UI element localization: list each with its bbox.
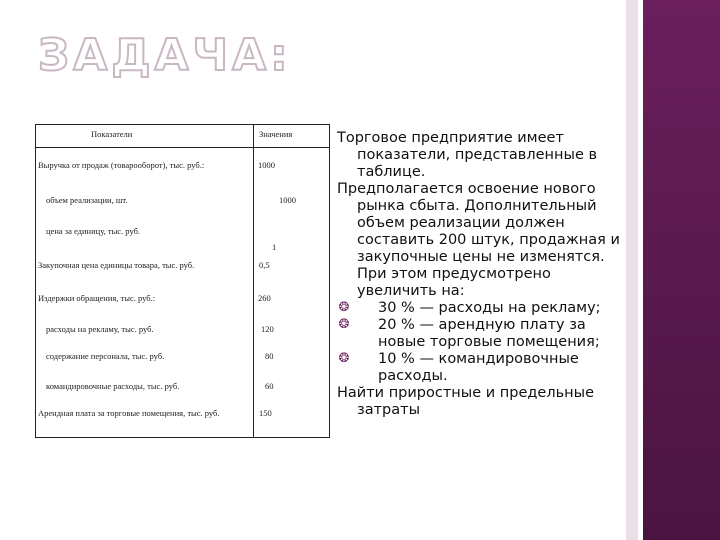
table-header-value: Значения: [259, 129, 293, 139]
staff-costs-label: содержание персонала, тыс. руб.: [46, 351, 165, 361]
bullet-text-travel: 10 % — командировочные расходы.: [378, 351, 579, 384]
purchase-price-value: 0,5: [259, 260, 270, 270]
problem-paragraph-3: Найти приростные и предельные затраты: [337, 385, 594, 418]
sales-volume-label: объем реализации, шт.: [46, 195, 128, 205]
bullet-text-ads: 30 % — расходы на рекламу;: [378, 300, 601, 316]
circulation-costs-value: 260: [258, 293, 271, 303]
table-column-divider: [253, 125, 254, 437]
table-header-divider: [36, 147, 329, 148]
purchase-price-label: Закупочная цена единицы товара, тыс. руб.: [38, 260, 195, 270]
problem-paragraph-1: Торговое предприятие имеет показатели, представленные в таблице.: [337, 130, 598, 180]
travel-costs-label: командировочные расходы, тыс. руб.: [46, 381, 180, 391]
revenue-label: Выручка от продаж (товарооборот), тыс. руб.:: [38, 160, 205, 170]
problem-text: [337, 130, 627, 419]
sun-bullet-icon: ❂: [338, 351, 350, 366]
table-header-indicator: Показатели: [91, 129, 133, 139]
bullet-item-ads: [337, 300, 627, 317]
sidebar-divider: [626, 0, 638, 540]
circulation-costs-label: Издержки обращения, тыс. руб.:: [38, 293, 156, 303]
rent-value: 150: [259, 408, 272, 418]
slide-title: ЗАДАЧА:: [38, 30, 292, 81]
sales-volume-value: 1000: [279, 195, 296, 205]
travel-costs-value: 60: [265, 381, 274, 391]
bullet-item-rent: [337, 317, 627, 351]
unit-price-value: 1: [272, 242, 277, 252]
ad-costs-value: 120: [261, 324, 274, 334]
sun-bullet-icon: ❂: [338, 317, 350, 332]
unit-price-label: цена за единицу, тыс. руб.: [46, 226, 141, 236]
revenue-value: 1000: [258, 160, 275, 170]
staff-costs-value: 80: [265, 351, 274, 361]
rent-label: Арендная плата за торговые помещения, тыс. руб.: [38, 408, 220, 418]
bullet-text-rent: 20 % — арендную плату за новые торговые помещения;: [378, 317, 600, 350]
bullet-item-travel: [337, 351, 627, 385]
sun-bullet-icon: ❂: [338, 300, 350, 315]
ad-costs-label: расходы на рекламу, тыс. руб.: [46, 324, 154, 334]
indicators-table: [35, 124, 330, 438]
problem-paragraph-2: Предполагается освоение нового рынка сбыта. Дополнительный объем реализации должен составить 200 штук, продажная и закупочные цены не изменятся. При этом предусмотрено увеличить на:: [337, 181, 620, 299]
right-sidebar: [643, 0, 720, 540]
